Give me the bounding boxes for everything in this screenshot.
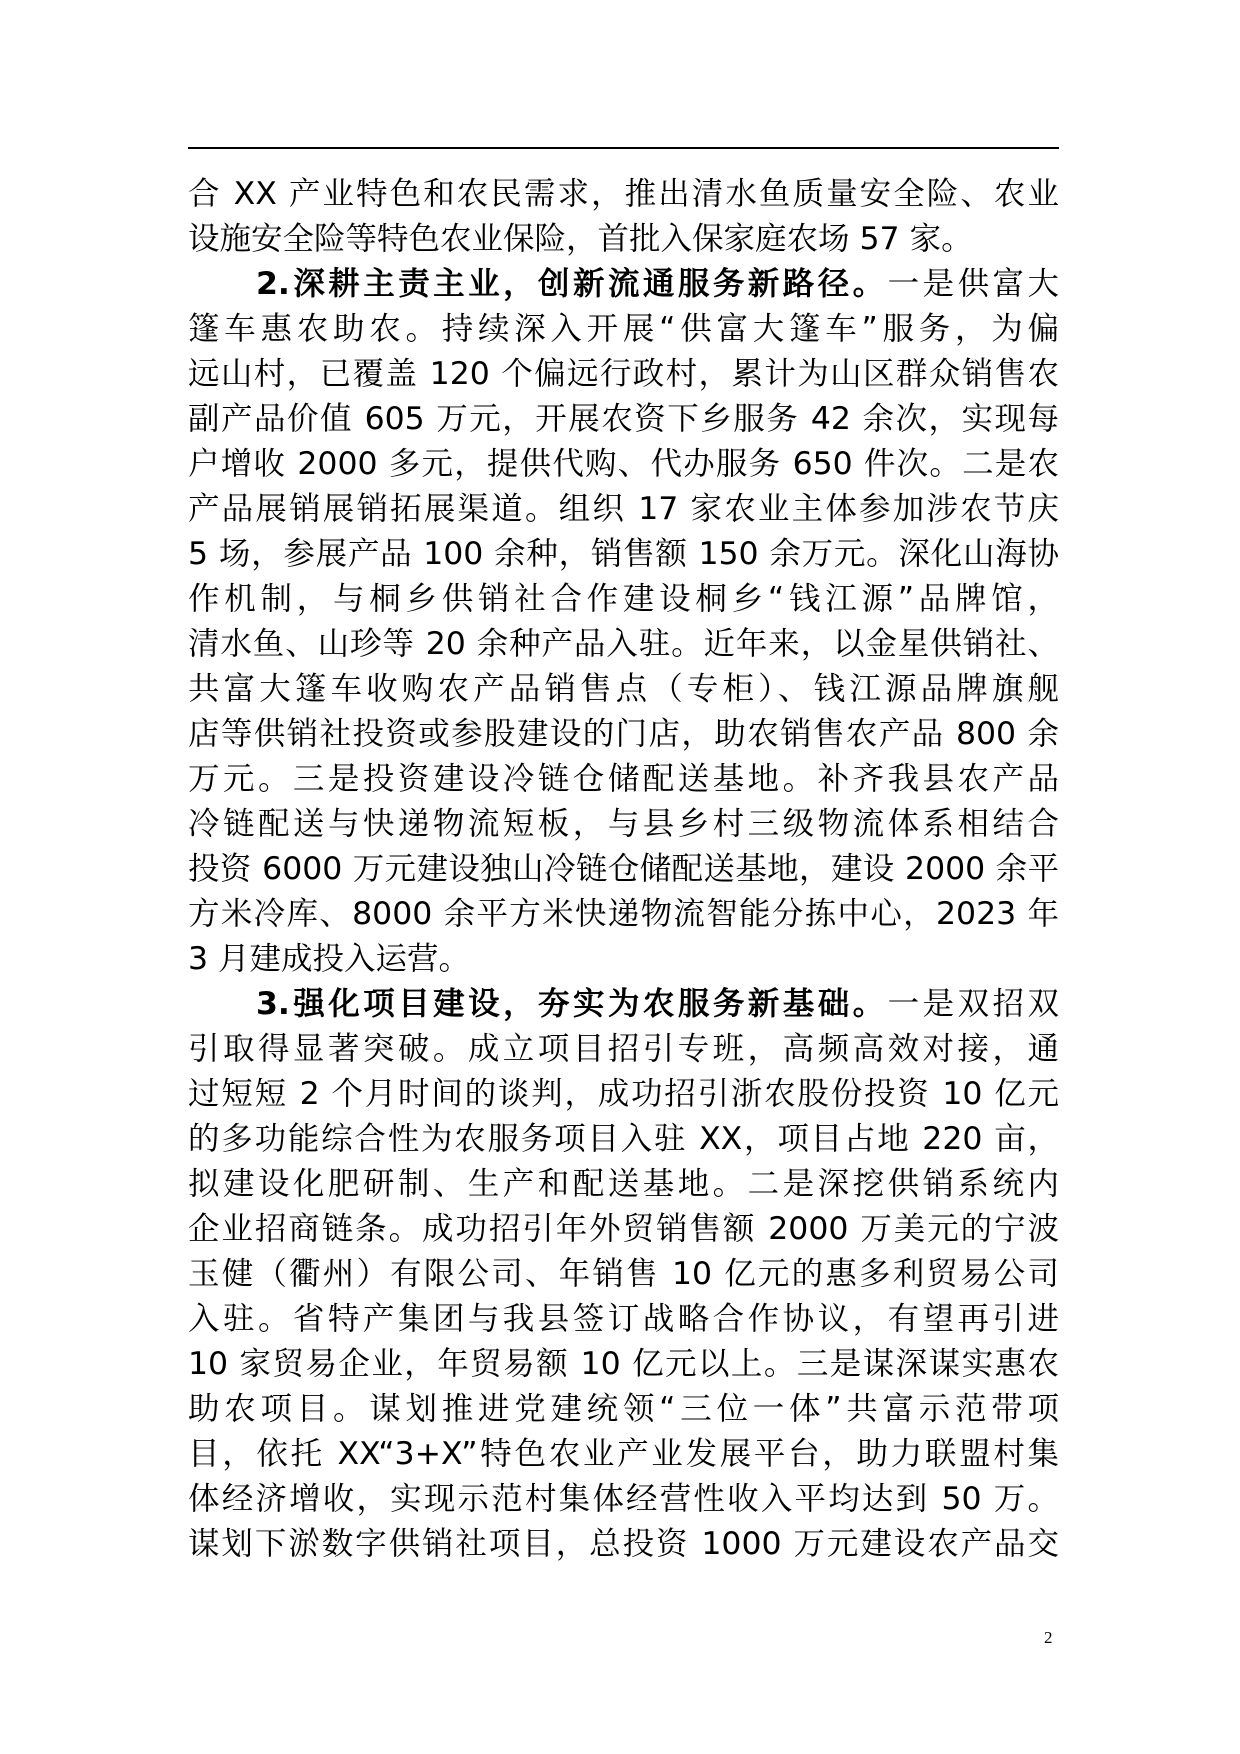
text-line: 合 XX 产业特色和农民需求，推出清水鱼质量安全险、农业	[188, 176, 1059, 212]
text-line: 万元。三是投资建设冷链仓储配送基地。补齐我县农产品	[188, 761, 1059, 797]
paragraph-insurance	[188, 172, 1059, 262]
text-line: 引取得显著突破。成立项目招引专班，高频高效对接，通	[188, 1031, 1059, 1067]
text-line: 副产品价值 605 万元，开展农资下乡服务 42 余次，实现每	[188, 401, 1059, 437]
text-line: 3 月建成投入运营。	[188, 941, 471, 977]
text-line: 10 家贸易企业，年贸易额 10 亿元以上。三是谋深谋实惠农	[188, 1346, 1059, 1382]
text-line: 店等供销社投资或参股建设的门店，助农销售农产品 800 余	[188, 716, 1059, 752]
text-line: 过短短 2 个月时间的谈判，成功招引浙农股份投资 10 亿元	[188, 1076, 1059, 1112]
text-line: 共富大篷车收购农产品销售点（专柜）、钱江源品牌旗舰	[188, 671, 1059, 707]
text-fragment: 一是双招双	[887, 986, 1059, 1022]
text-line: 投资 6000 万元建设独山冷链仓储配送基地，建设 2000 余平	[188, 851, 1059, 887]
text-line: 玉健（衢州）有限公司、年销售 10 亿元的惠多利贸易公司	[188, 1256, 1059, 1292]
text-line: 设施安全险等特色农业保险，首批入保家庭农场 57 家。	[188, 221, 973, 257]
section-heading: 3.强化项目建设，夯实为农服务新基础。	[256, 986, 888, 1022]
text-line: 清水鱼、山珍等 20 余种产品入驻。近年来，以金星供销社、	[188, 626, 1059, 662]
text-line: 5 场，参展产品 100 余种，销售额 150 余万元。深化山海协	[188, 536, 1059, 572]
text-fragment: 一是供富大	[887, 266, 1059, 302]
text-line: 入驻。省特产集团与我县签订战略合作协议，有望再引进	[188, 1301, 1059, 1337]
text-line: 作机制，与桐乡供销社合作建设桐乡“钱江源”品牌馆，	[188, 581, 1059, 617]
section-heading: 2.深耕主责主业，创新流通服务新路径。	[256, 266, 888, 302]
text-line: 方米冷库、8000 余平方米快递物流智能分拣中心，2023 年	[188, 896, 1059, 932]
paragraph-circulation-services	[188, 262, 1059, 982]
text-line: 产品展销展销拓展渠道。组织 17 家农业主体参加涉农节庆	[188, 491, 1059, 527]
text-line	[188, 982, 1059, 1027]
text-line: 冷链配送与快递物流短板，与县乡村三级物流体系相结合	[188, 806, 1059, 842]
text-line	[188, 262, 1059, 307]
document-body	[188, 172, 1059, 1567]
text-line: 户增收 2000 多元，提供代购、代办服务 650 件次。二是农	[188, 446, 1059, 482]
header-rule	[188, 147, 1059, 149]
text-line: 篷车惠农助农。持续深入开展“供富大篷车”服务，为偏	[188, 311, 1059, 347]
paragraph-project-construction	[188, 982, 1059, 1567]
text-line: 的多功能综合性为农服务项目入驻 XX，项目占地 220 亩，	[188, 1121, 1059, 1157]
text-line: 拟建设化肥研制、生产和配送基地。二是深挖供销系统内	[188, 1166, 1059, 1202]
page-number: 2	[1044, 1628, 1053, 1647]
text-line: 助农项目。谋划推进党建统领“三位一体”共富示范带项	[188, 1391, 1059, 1427]
text-line: 目，依托 XX“3+X”特色农业产业发展平台，助力联盟村集	[188, 1436, 1059, 1472]
text-line: 体经济增收，实现示范村集体经营性收入平均达到 50 万。	[188, 1481, 1059, 1517]
text-line: 企业招商链条。成功招引年外贸销售额 2000 万美元的宁波	[188, 1211, 1059, 1247]
text-line: 谋划下淤数字供销社项目，总投资 1000 万元建设农产品交	[188, 1526, 1059, 1562]
text-line: 远山村，已覆盖 120 个偏远行政村，累计为山区群众销售农	[188, 356, 1059, 392]
